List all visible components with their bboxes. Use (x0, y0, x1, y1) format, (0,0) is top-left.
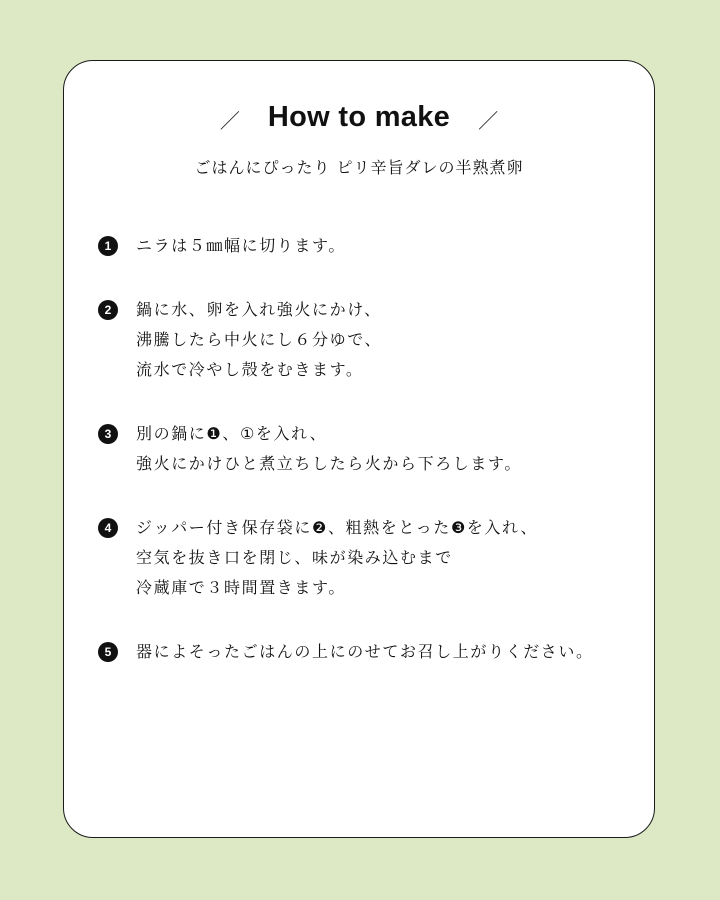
step-number-badge: 2 (98, 300, 118, 320)
step-text-line: 冷蔵庫で３時間置きます。 (136, 578, 346, 597)
step-2 (98, 295, 634, 385)
step-text-line: 別の鍋に❶、①を入れ、 (136, 424, 328, 443)
step-1 (98, 231, 634, 261)
title-slash-right: ／ (478, 109, 499, 133)
step-text-line: 鍋に水、卵を入れ強火にかけ、 (136, 300, 382, 319)
step-number-badge: 3 (98, 424, 118, 444)
page-title: How to make (267, 101, 451, 133)
step-5 (98, 637, 634, 667)
steps-list (98, 231, 634, 701)
step-text-line: 流水で冷やし殻をむきます。 (136, 360, 364, 379)
step-text-line: 強火にかけひと煮立ちしたら火から下ろします。 (136, 454, 522, 473)
step-text-line: 沸騰したら中火にし６分ゆで、 (136, 330, 383, 349)
title-slash-left: ／ (219, 109, 240, 133)
step-text-line: ジッパー付き保存袋に❷、粗熱をとった❸を入れ、 (136, 518, 539, 537)
step-number-badge: 4 (98, 518, 118, 538)
recipe-card (63, 60, 655, 838)
step-number-badge: 1 (98, 236, 118, 256)
step-number-badge: 5 (98, 642, 118, 662)
step-4 (98, 513, 634, 603)
recipe-subtitle: ごはんにぴったり ピリ辛旨ダレの半熟煮卵 (194, 158, 524, 177)
step-text-line: 空気を抜き口を閉じ、味が染み込むまで (136, 548, 453, 567)
step-text-line: 器によそったごはんの上にのせてお召し上がりください。 (136, 642, 594, 661)
title-row (64, 101, 654, 134)
step-text-line: ニラは５㎜幅に切ります。 (136, 236, 346, 255)
step-3 (98, 419, 634, 479)
